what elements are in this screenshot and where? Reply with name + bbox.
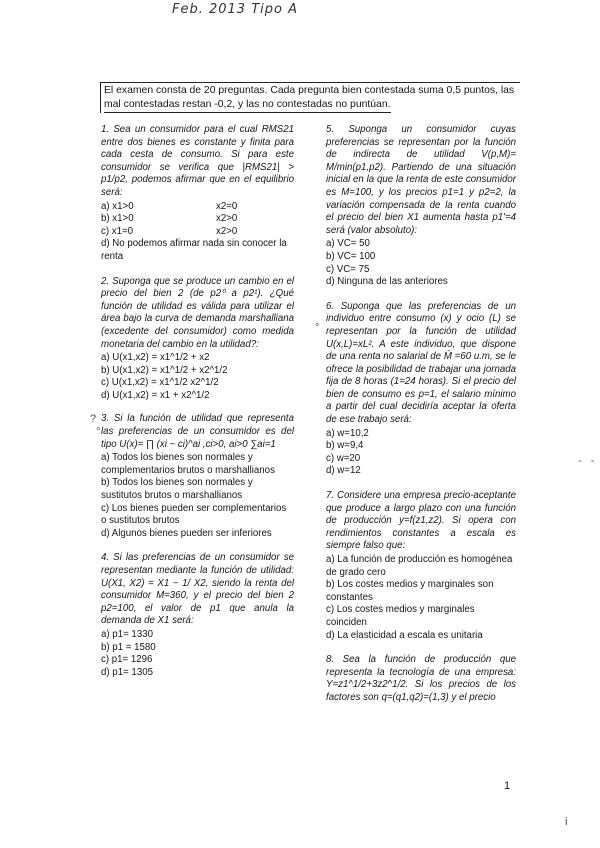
question-5 bbox=[326, 124, 516, 289]
option-a: a) p1= 1330 bbox=[101, 628, 153, 640]
question-2 bbox=[101, 276, 294, 403]
option-a: a) VC= 50 bbox=[326, 238, 370, 250]
option-b: b) U(x1,x2) = x1^1/2 + x2^1/2 bbox=[101, 364, 228, 376]
question-6 bbox=[326, 301, 516, 478]
option-c: c) Los bienes pueden ser complementarios o sustitutos brutos bbox=[101, 502, 287, 527]
option-a: a) La función de producción es homogénea de grado cero bbox=[326, 554, 513, 578]
option-c: c) w=20 bbox=[326, 452, 361, 464]
question-stem: 1. Sea un consumidor para el cual RMS21 entre dos bienes es constante y finita para cada cesta de consumo. Si para este consumidor se verifica que |RMS21| > p1/p2, podemos afirmar que en el equilibrio será: bbox=[101, 124, 294, 198]
margin-dash: - - bbox=[578, 455, 598, 467]
question-4 bbox=[101, 552, 294, 679]
margin-mark: ° bbox=[96, 426, 101, 438]
instructions-box bbox=[100, 82, 520, 113]
instructions-line-2: mal contestadas restan -0,2, y las no contestadas no puntúan. bbox=[104, 98, 391, 113]
question-stem: 2. Suponga que se produce un cambio en el precio del bien 2 (de p2⁰ a p2¹). ¿Qué función de utilidad es válida para utilizar el área bajo la curva de demanda marshalliana (excedente del consumidor) como medida monetaria del cambio en la utilidad?: bbox=[101, 275, 294, 350]
question-stem: 3. Si la función de utilidad que representa las preferencias de un consumidor es del tipo U(x)= ∏ (xi − ci)^ai ,ci>0, ai>0 ∑ai=1 bbox=[101, 413, 294, 450]
option-c: c) U(x1,x2) = x1^1/2 x2^1/2 bbox=[101, 377, 219, 389]
page-number: 1 bbox=[504, 780, 511, 792]
option-d: d) w=12 bbox=[326, 465, 361, 477]
question-stem: 7. Considere una empresa precio-aceptante que produce a largo plazo con una función de producción y=f(z1,z2). Si opera con rendimientos constantes a escala es siempre falso que: bbox=[326, 490, 516, 552]
edge-mark: i bbox=[565, 816, 568, 828]
option-text: x2>0 bbox=[216, 225, 238, 237]
question-stem: 8. Sea la función de producción que representa la tecnología de una empresa: Y=z1^1/2+3z2^1/2. Si los precios de los factores son q=(q1,q2)=(1,3) y el precio bbox=[326, 654, 516, 703]
option-a bbox=[101, 201, 294, 214]
question-8 bbox=[326, 654, 516, 704]
option-b: b) Los costes medios y marginales son constantes bbox=[326, 579, 494, 603]
option-d: d) Algunos bienes pueden ser inferiores bbox=[101, 527, 272, 539]
option-c: c) p1= 1296 bbox=[101, 654, 153, 666]
option-d: d) Ninguna de las anteriores bbox=[326, 276, 448, 288]
option-b: b) Todos los bienes son normales y sustitutos brutos o marshallianos bbox=[101, 477, 253, 502]
option-d: d) p1= 1305 bbox=[101, 666, 153, 678]
option-c bbox=[101, 226, 294, 239]
question-stem: 4. Si las preferencias de un consumidor se representan mediante la función de utilidad: U(X1, X2) = X1 − 1/ X2, siendo la renta del consumidor M=360, y el precio del bien 2 p2=100, el valor de p1 que anula la demanda de X1 será: bbox=[101, 552, 294, 627]
question-3 bbox=[101, 413, 294, 540]
question-1 bbox=[101, 124, 294, 264]
option-a: a) w=10,2 bbox=[326, 427, 369, 439]
option-d: d) La elasticidad a escala es unitaria bbox=[326, 629, 483, 641]
option-d: d) U(x1,x2) = x1 + x2^1/2 bbox=[101, 389, 210, 401]
option-b: b) w=9,4 bbox=[326, 440, 364, 452]
option-d: d) No podemos afirmar nada sin conocer la renta bbox=[101, 238, 287, 262]
question-stem: 6. Suponga que las preferencias de un individuo entre consumo (x) y ocio (L) se representan por la función de utilidad U(x,L)=xL². A este individuo, que dispone de una renta no salarial de M̄ =60 u.m, se le ofrece la posibilidad de trabajar una jornada fija de 8 horas (1=24 horas). Si el precio del bien de consumo es p=1, el salario mínimo a partir del cual decidiría aceptar la oferta de ese trabajo será: bbox=[326, 300, 516, 426]
question-7 bbox=[326, 490, 516, 642]
option-text: c) x1=0 bbox=[101, 225, 134, 237]
option-b: b) p1 = 1580 bbox=[101, 641, 156, 653]
option-a: a) Todos los bienes son normales y complementarios brutos o marshallianos bbox=[101, 452, 275, 476]
question-stem: 5. Suponga un consumidor cuyas preferencias se representan por la función de indirecta de utilidad V(p,M)= M/min(p1,p2). Partiendo de una situación inicial en la que la renta de este consumidor es M=100, y los precios p1=1 y p2=2, la variación compensada de la renta cuando el precio del bien X1 aumenta hasta p1'=4 será (valor absoluto): bbox=[326, 124, 516, 236]
left-column bbox=[101, 124, 294, 689]
instructions-line-1: El examen consta de 20 preguntas. Cada pregunta bien contestada suma 0,5 puntos, las bbox=[104, 85, 515, 96]
option-text: a) x1>0 bbox=[101, 200, 134, 212]
margin-mark: ° bbox=[315, 322, 320, 334]
handwritten-header: Feb. 2013 Tipo A bbox=[172, 2, 298, 17]
right-column bbox=[326, 124, 516, 715]
option-b bbox=[101, 213, 294, 226]
option-c: c) Los costes medios y marginales coinciden bbox=[326, 604, 475, 628]
option-text: x2>0 bbox=[216, 213, 238, 225]
option-text: b) x1>0 bbox=[101, 213, 134, 225]
option-b: b) VC= 100 bbox=[326, 250, 376, 262]
option-text: x2=0 bbox=[216, 200, 238, 212]
option-a: a) U(x1,x2) = x1^1/2 + x2 bbox=[101, 352, 210, 364]
margin-mark: ? bbox=[90, 413, 97, 425]
option-c: c) VC= 75 bbox=[326, 263, 370, 275]
